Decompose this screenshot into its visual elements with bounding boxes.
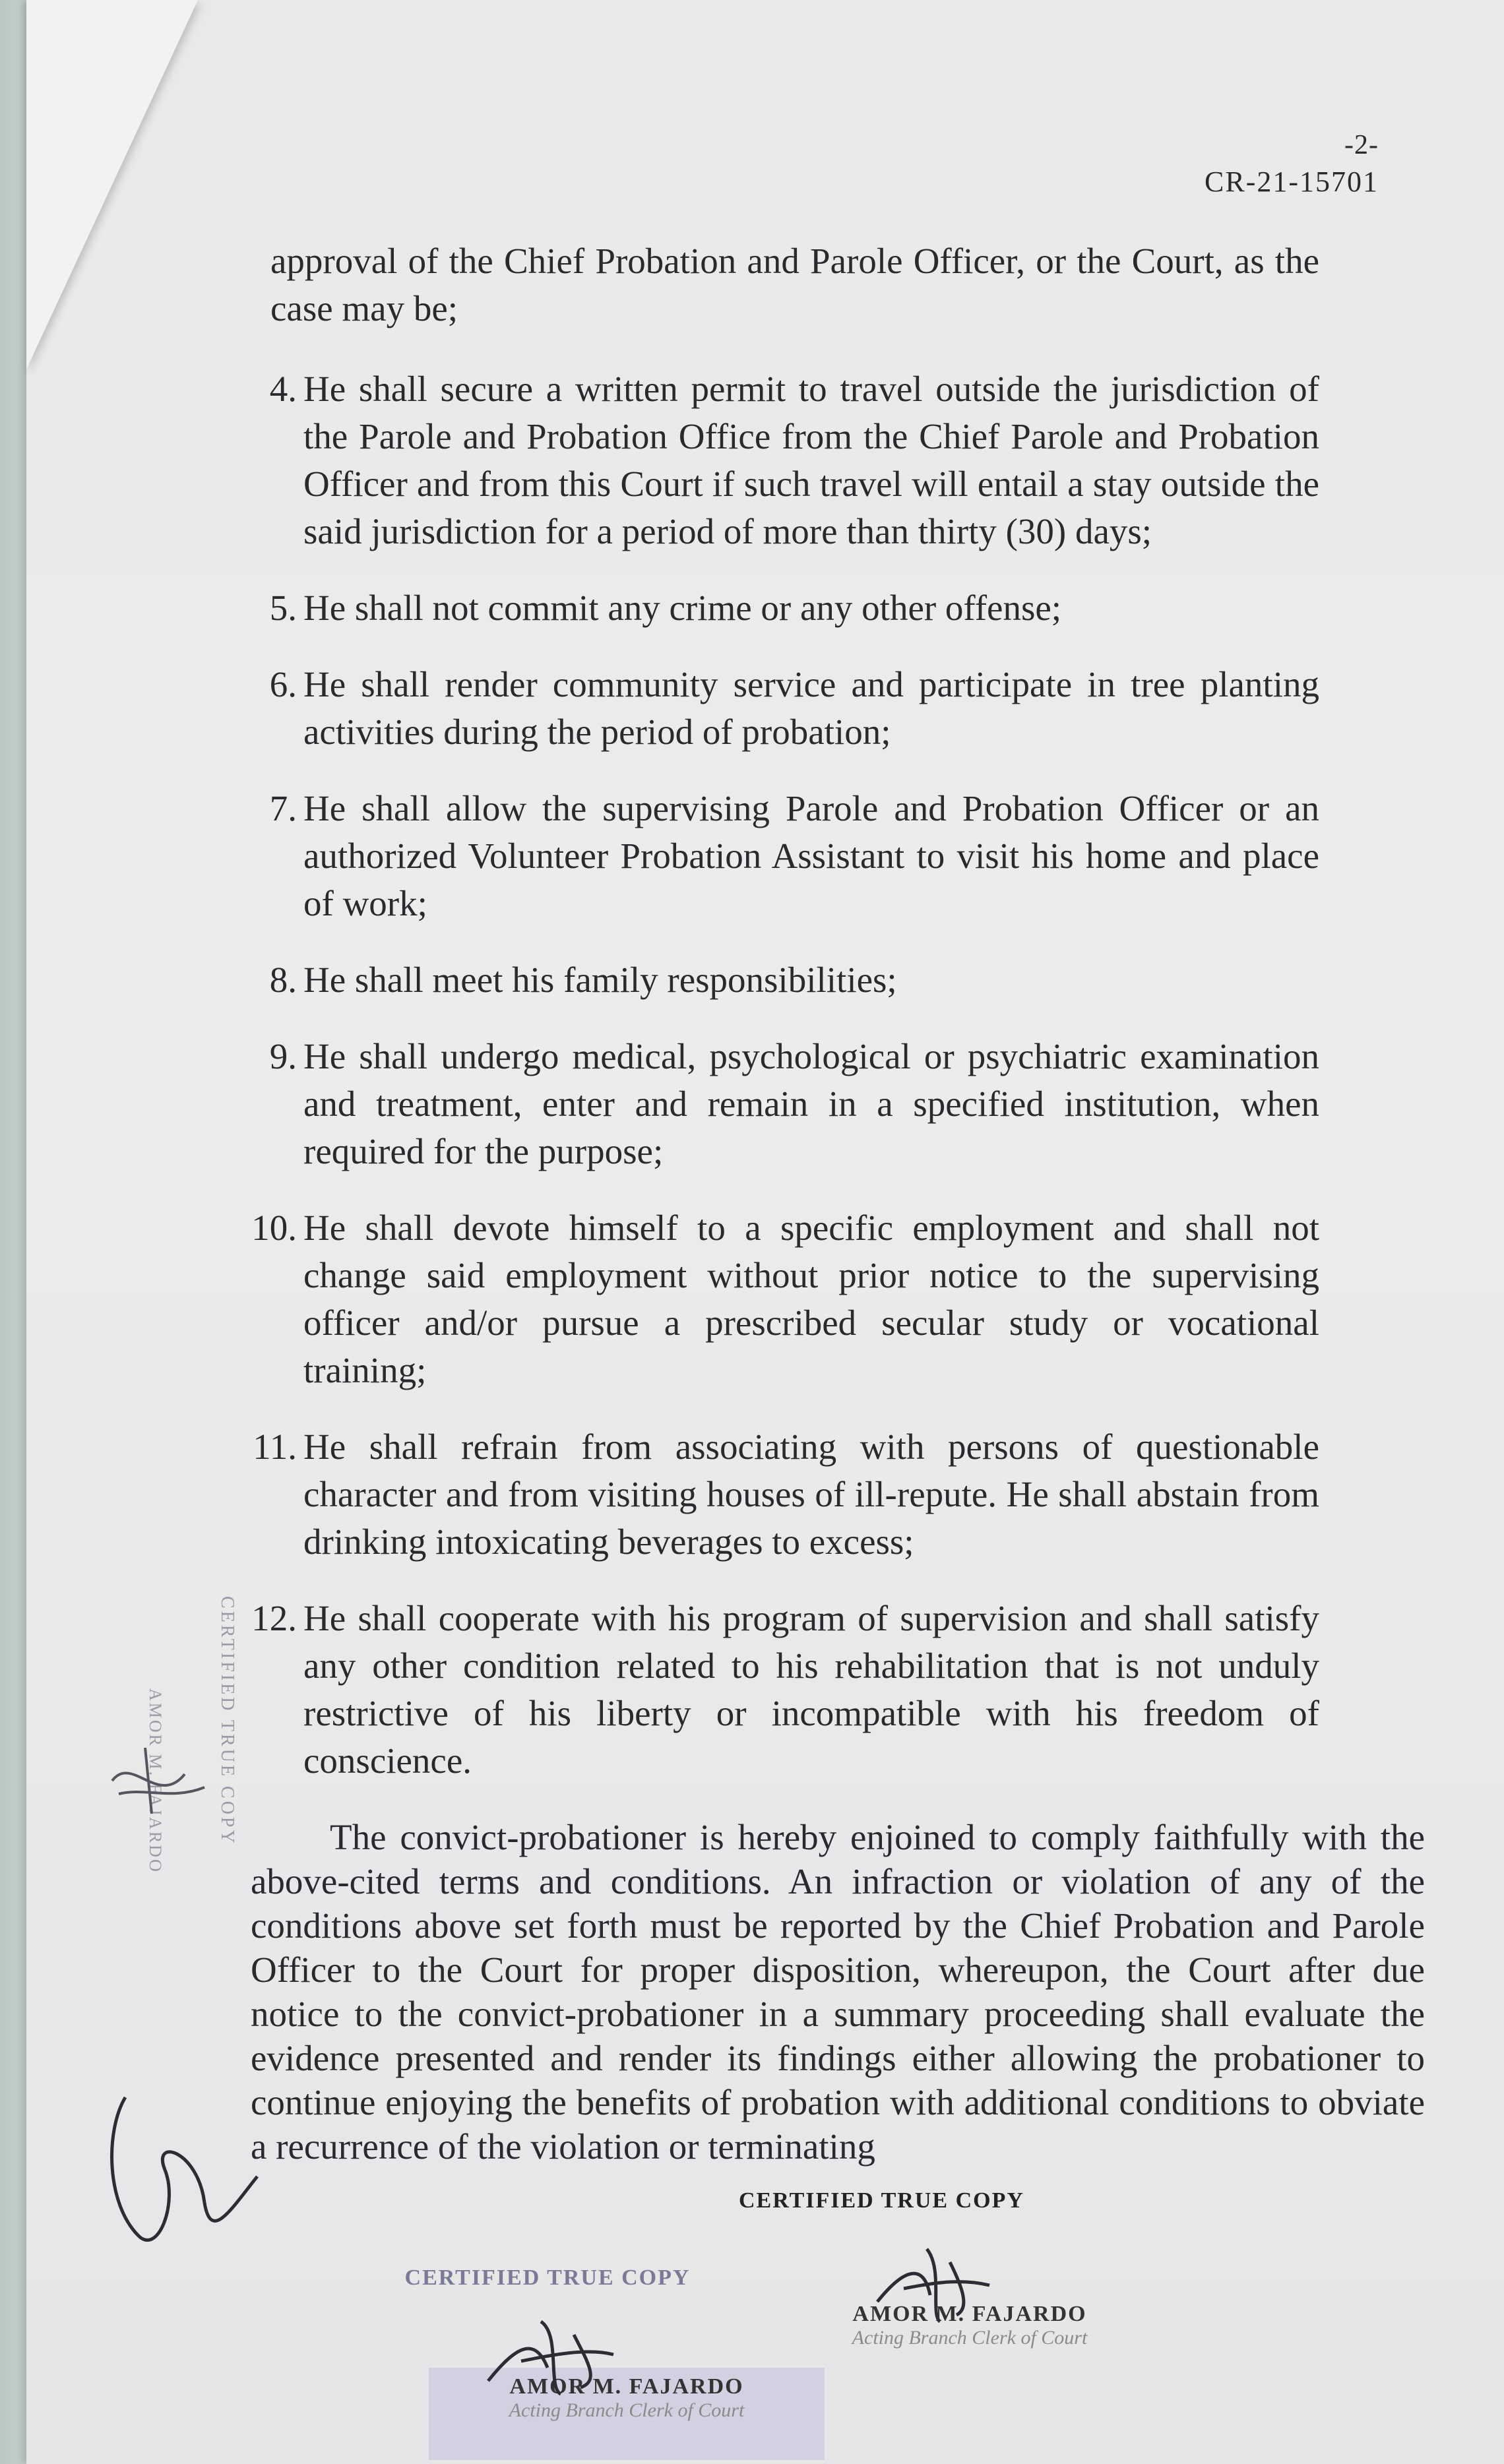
condition-number: 9. <box>269 1036 297 1076</box>
condition-number: 8. <box>269 960 297 1000</box>
condition-item <box>237 785 1319 927</box>
closing-paragraph: The convict-probationer is hereby enjoined to comply faithfully with the above-cited terms and conditions. An infraction or violation of any of the conditions above set forth must be reported by the Chief Probation and Parole Officer to the Court for proper disposition, whereupon, the Court after due notice to the convict-probationer in a summary proceeding shall evaluate the evidence presented and render its findings either allowing the probationer to continue enjoying the benefits of probation with additional conditions to obviate a recurrence of the violation or terminating <box>251 1817 1425 2167</box>
stamp-role: Acting Branch Clerk of Court <box>509 2399 745 2421</box>
signature-bottom-left <box>475 2308 620 2401</box>
condition-item <box>237 365 1319 555</box>
condition-item <box>237 661 1319 756</box>
side-stamp-name: AMOR M. FAJARDO <box>146 1688 165 1874</box>
signature-margin-small <box>106 1741 211 1820</box>
stamp-name: AMOR M. FAJARDO <box>509 2374 744 2399</box>
condition-text: He shall meet his family responsibilities; <box>303 960 897 1000</box>
page-number: -2- <box>1344 130 1379 160</box>
condition-item <box>237 956 1319 1004</box>
condition-number: 10. <box>251 1208 297 1248</box>
condition-text: He shall undergo medical, psychological or psychiatric examination and treatment, enter and remain in a specified institution, when required for the purpose; <box>303 1036 1319 1171</box>
condition-item <box>237 1595 1319 1785</box>
condition-item <box>237 584 1319 632</box>
condition-text: He shall refrain from associating with persons of questionable character and from visiting houses of ill-repute. He shall abstain from drinking intoxicating beverages to excess; <box>303 1427 1319 1562</box>
condition-number: 7. <box>269 788 297 828</box>
continuation-text: approval of the Chief Probation and Parole Officer, or the Court, as the case may be; <box>270 241 1319 328</box>
case-number: CR-21-15701 <box>1205 166 1379 198</box>
condition-number: 5. <box>269 588 297 628</box>
stamp-certified-label: CERTIFIED TRUE COPY <box>404 2265 691 2290</box>
signature-left-margin <box>99 2071 270 2256</box>
stamp-role: Acting Branch Clerk of Court <box>852 2327 1088 2349</box>
condition-number: 4. <box>269 369 297 409</box>
certified-stamp-left <box>383 2265 712 2291</box>
stamp-name: AMOR M. FAJARDO <box>852 2302 1087 2326</box>
condition-item <box>237 1033 1319 1175</box>
condition-text: He shall allow the supervising Parole and Probation Officer or an authorized Volunteer Probation Assistant to visit his home and place of work; <box>303 788 1319 923</box>
condition-text: He shall devote himself to a specific employment and shall not change said employment without prior notice to the supervising officer and/or pursue a prescribed secular study or vocational training; <box>303 1208 1319 1390</box>
side-stamp-certified: CERTIFIED TRUE COPY <box>217 1596 237 1846</box>
signature-bottom-right <box>864 2242 996 2328</box>
condition-item <box>237 1204 1319 1394</box>
condition-number: 11. <box>253 1427 297 1467</box>
certified-overlay: CERTIFIED TRUE COPY <box>739 2188 1024 2213</box>
document-body <box>237 237 1425 2169</box>
condition-text: He shall render community service and participate in tree planting activities during the period of probation; <box>303 664 1319 752</box>
folded-corner <box>26 0 198 369</box>
condition-text: He shall cooperate with his program of supervision and shall satisfy any other condition related to his rehabilitation that is not unduly restrictive of his liberty or incompatible with his freedom of conscience. <box>303 1598 1319 1781</box>
condition-text: He shall not commit any crime or any other offense; <box>303 588 1062 628</box>
condition-item <box>237 1423 1319 1566</box>
condition-text: He shall secure a written permit to travel outside the jurisdiction of the Parole and Probation Office from the Chief Parole and Probation Officer and from this Court if such travel will entail a stay outside the said jurisdiction for a period of more than thirty (30) days; <box>303 369 1319 551</box>
condition-number: 12. <box>251 1598 297 1638</box>
condition-number: 6. <box>269 664 297 704</box>
